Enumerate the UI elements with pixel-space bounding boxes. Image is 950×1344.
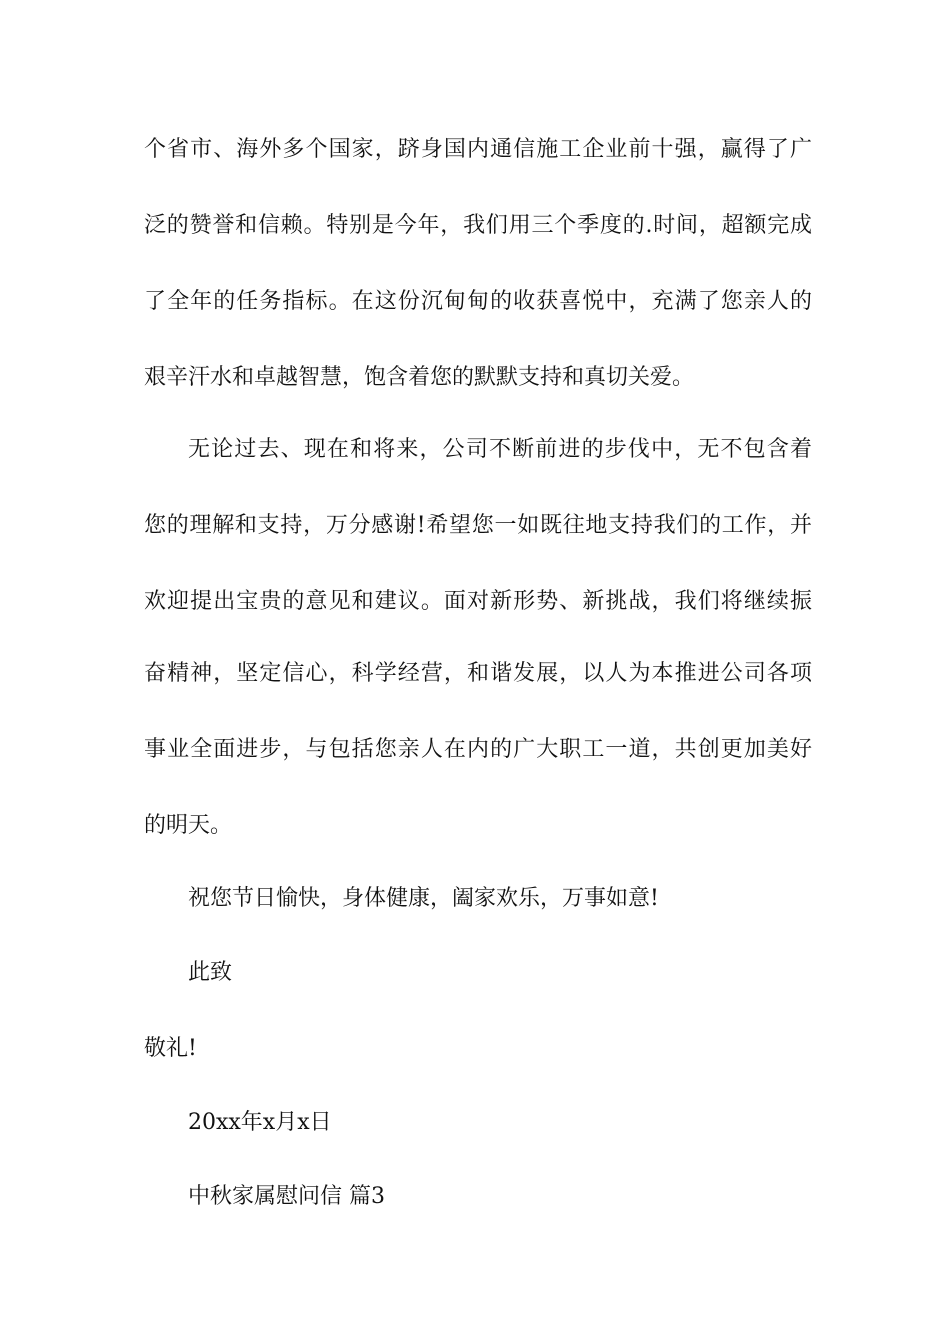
paragraph-2-line-3: 欢迎提出宝贵的意见和建议。面对新形势、新挑战，我们将继续振 bbox=[144, 589, 812, 614]
date-line: 20xx年x月x日 bbox=[188, 1110, 332, 1135]
paragraph-1-line-3: 了全年的任务指标。在这份沉甸甸的收获喜悦中，充满了您亲人的 bbox=[144, 289, 812, 314]
paragraph-2-line-4: 奋精神，坚定信心，科学经营，和谐发展，以人为本推进公司各项 bbox=[144, 661, 812, 686]
paragraph-1-line-4: 艰辛汗水和卓越智慧，饱含着您的默默支持和真切关爱。 bbox=[144, 365, 695, 390]
paragraph-2-line-6: 的明天。 bbox=[144, 813, 233, 838]
next-section-heading: 中秋家属慰问信 篇3 bbox=[188, 1184, 385, 1209]
paragraph-1-line-1: 个省市、海外多个国家，跻身国内通信施工企业前十强，赢得了广 bbox=[144, 137, 812, 162]
paragraph-2-line-5: 事业全面进步，与包括您亲人在内的广大职工一道，共创更加美好 bbox=[144, 737, 812, 762]
closing-line: 此致 bbox=[188, 960, 233, 985]
paragraph-2-line-2: 您的理解和支持，万分感谢!希望您一如既往地支持我们的工作，并 bbox=[144, 513, 812, 538]
wishes-line: 祝您节日愉快，身体健康，阖家欢乐，万事如意! bbox=[188, 886, 659, 911]
paragraph-1-line-2: 泛的赞誉和信赖。特别是今年，我们用三个季度的.时间，超额完成 bbox=[144, 213, 812, 238]
salute-line: 敬礼! bbox=[144, 1036, 197, 1061]
paragraph-2-line-1: 无论过去、现在和将来，公司不断前进的步伐中，无不包含着 bbox=[188, 437, 812, 462]
